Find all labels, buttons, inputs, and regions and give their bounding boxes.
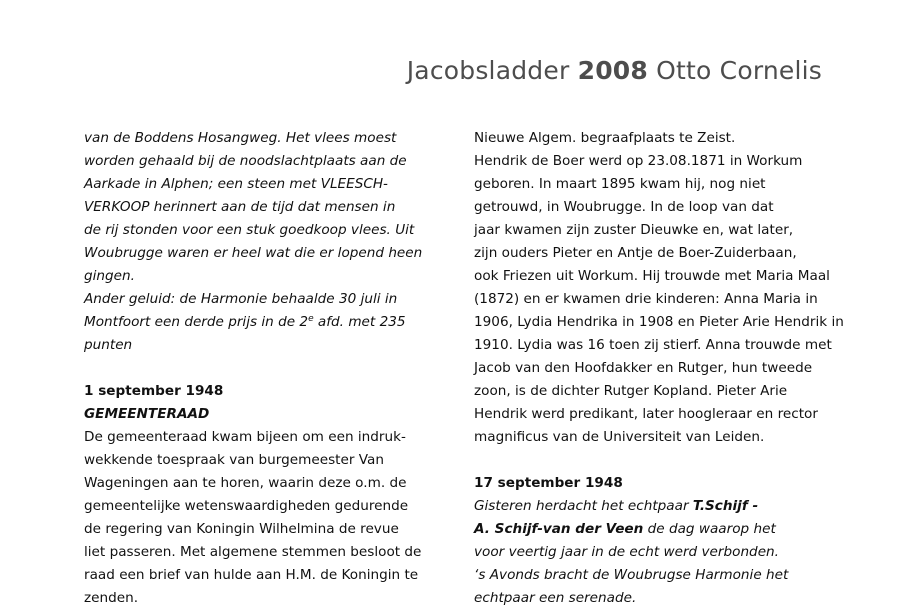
- text-line: zijn ouders Pieter en Antje de Boer-Zuiderbaan,: [474, 245, 797, 261]
- text-line: echtpaar een serenade.: [474, 590, 637, 606]
- text-line: liet passeren. Met algemene stemmen besloot de: [84, 544, 422, 560]
- text-line: punten: [84, 337, 133, 353]
- text-line: Hendrik de Boer werd op 23.08.1871 in Workum: [474, 153, 803, 169]
- header-title: Jacobsladder: [406, 56, 570, 85]
- text-line: Ander geluid: de Harmonie behaalde 30 juli in: [84, 291, 398, 307]
- text-fragment: Montfoort een derde prijs in de 2: [84, 314, 309, 330]
- text-line: Wageningen aan te horen, waarin deze o.m. de: [84, 475, 407, 491]
- text-line: VERKOOP herinnert aan de tijd dat mensen in: [84, 199, 396, 215]
- text-line: magnificus van de Universiteit van Leiden.: [474, 429, 765, 445]
- text-line: Jacob van den Hoofdakker en Rutger, hun tweede: [474, 360, 813, 376]
- text-line: gemeentelijke wetenswaardigheden gedurende: [84, 498, 409, 514]
- left-column: [84, 127, 424, 610]
- text-line: 1910. Lydia was 16 toen zij stierf. Anna trouwde met: [474, 337, 832, 353]
- text-line: Aarkade in Alphen; een steen met VLEESCH-: [84, 176, 388, 192]
- header-author: Otto Cornelis: [656, 56, 822, 85]
- couple-name: A. Schijf-van der Veen: [474, 521, 644, 537]
- text-line: De gemeenteraad kwam bijeen om een indruk-: [84, 429, 406, 445]
- text-line: ook Friezen uit Workum. Hij trouwde met Maria Maal: [474, 268, 830, 284]
- text-line: [84, 311, 424, 334]
- text-line: 1906, Lydia Hendrika in 1908 en Pieter Arie Hendrik in: [474, 314, 844, 330]
- page-header: [407, 56, 822, 85]
- text-line: geboren. In maart 1895 kwam hij, nog niet: [474, 176, 766, 192]
- text-line: zoon, is de dichter Rutger Kopland. Pieter Arie: [474, 383, 788, 399]
- text-fragment: de dag waarop het: [643, 521, 776, 537]
- superscript: e: [308, 314, 314, 324]
- text-line: de rij stonden voor een stuk goedkoop vlees. Uit: [84, 222, 415, 238]
- header-year: 2008: [577, 56, 648, 85]
- text-line: Woubrugge waren er heel wat die er lopend heen: [84, 245, 423, 261]
- text-line: raad een brief van hulde aan H.M. de Koningin te: [84, 567, 419, 583]
- text-line: Hendrik werd predikant, later hoogleraar en rector: [474, 406, 818, 422]
- text-line: worden gehaald bij de noodslachtplaats aan de: [84, 153, 407, 169]
- text-line: ‘s Avonds bracht de Woubrugse Harmonie het: [474, 567, 789, 583]
- text-fragment: afd. met 235: [313, 314, 406, 330]
- text-line: gingen.: [84, 268, 135, 284]
- text-fragment: Gisteren herdacht het echtpaar: [474, 498, 693, 514]
- text-line: van de Boddens Hosangweg. Het vlees moest: [84, 130, 397, 146]
- right-column: [474, 127, 844, 610]
- text-line: jaar kwamen zijn zuster Dieuwke en, wat later,: [474, 222, 794, 238]
- text-line: (1872) en er kwamen drie kinderen: Anna Maria in: [474, 291, 818, 307]
- text-line: Nieuwe Algem. begraafplaats te Zeist.: [474, 130, 736, 146]
- section-date: 1 september 1948: [84, 383, 224, 399]
- section-date: 17 september 1948: [474, 475, 623, 491]
- text-line: [474, 518, 834, 541]
- text-line: zenden.: [84, 590, 139, 606]
- text-line: getrouwd, in Woubrugge. In de loop van dat: [474, 199, 774, 215]
- text-line: [474, 495, 834, 518]
- text-line: wekkende toespraak van burgemeester Van: [84, 452, 384, 468]
- text-line: de regering van Koningin Wilhelmina de revue: [84, 521, 399, 537]
- couple-name: T.Schijf -: [692, 498, 759, 514]
- text-line: voor veertig jaar in de echt werd verbonden.: [474, 544, 779, 560]
- section-heading: GEMEENTERAAD: [84, 406, 210, 422]
